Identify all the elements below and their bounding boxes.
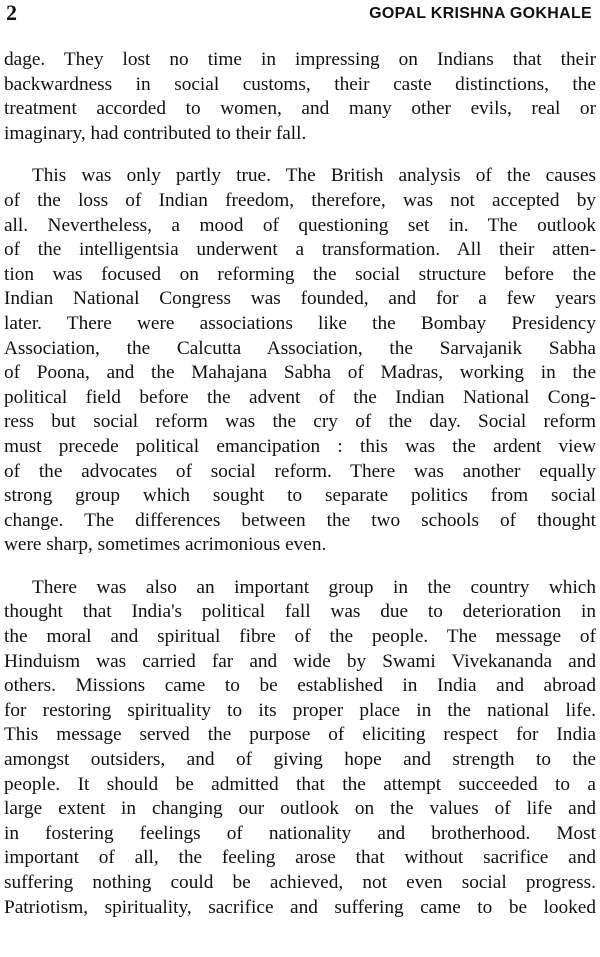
text-line: for restoring spirituality to its proper place in the national life. [4,699,596,721]
text-line: dage. They lost no time in impressing on Indians that their [4,49,596,70]
text-line: Association, the Calcutta Association, the Sarvajanik Sabha [4,337,596,359]
text-line: of the advocates of social reform. There was another equally [4,460,596,482]
text-line: of Poona, and the Mahajana Sabha of Madras, working in the [4,362,596,384]
text-line: imaginary, had contributed to their fall. [4,122,307,144]
running-header [4,0,596,30]
text-line: This was only partly true. The British analysis of the causes [32,165,596,187]
text-line: others. Missions came to be established in India and abroad [4,675,596,697]
page-number: 2 [6,0,17,25]
text-line: important of all, the feeling arose that without sacrifice and [4,847,596,869]
text-line: This message served the purpose of eliciting respect for India [4,724,596,746]
text-line: amongst outsiders, and of giving hope and strength to the [4,749,596,771]
text-line: in fostering feelings of nationality and brotherhood. Most [4,822,596,844]
text-line: Patriotism, spirituality, sacrifice and suffering came to be looked [4,896,596,918]
text-line: Hinduism was carried far and wide by Swami Vivekananda and [4,650,596,672]
text-line: later. There were associations like the Bombay Presidency [4,312,596,334]
paragraph-1 [4,48,596,146]
text-line: thought that India's political fall was due to deterioration in [4,601,596,623]
paragraph-2 [4,164,596,558]
text-line: political field before the advent of the Indian National Cong- [4,386,596,408]
text-line: people. It should be admitted that the attempt succeeded to a [4,773,596,795]
text-line: There was also an important group in the country which [32,576,596,598]
text-line: backwardness in social customs, their caste distinctions, the [4,73,596,95]
text-line: treatment accorded to women, and many other evils, real or [4,98,596,120]
text-line: the moral and spiritual fibre of the people. The message of [4,626,596,648]
paragraph-3 [4,576,596,920]
text-line: Indian National Congress was founded, and for a few years [4,288,596,310]
text-line: large extent in changing our outlook on the values of life and [4,798,596,820]
text-line: change. The differences between the two schools of thought [4,509,596,531]
text-line: were sharp, sometimes acrimonious even. [4,534,327,556]
text-line: tion was focused on reforming the social structure before the [4,263,596,285]
text-line: ress but social reform was the cry of the day. Social reform [4,411,596,433]
text-line: must precede political emancipation : this was the ardent view [4,435,596,457]
text-line: of the intelligentsia underwent a transformation. All their atten- [4,239,596,261]
running-title: GOPAL KRISHNA GOKHALE [369,5,592,22]
text-line: strong group which sought to separate politics from social [4,485,596,507]
text-line: all. Nevertheless, a mood of questioning set in. The outlook [4,214,596,236]
text-line: of the loss of Indian freedom, therefore, was not accepted by [4,189,596,211]
text-line: suffering nothing could be achieved, not even social progress. [4,872,596,893]
